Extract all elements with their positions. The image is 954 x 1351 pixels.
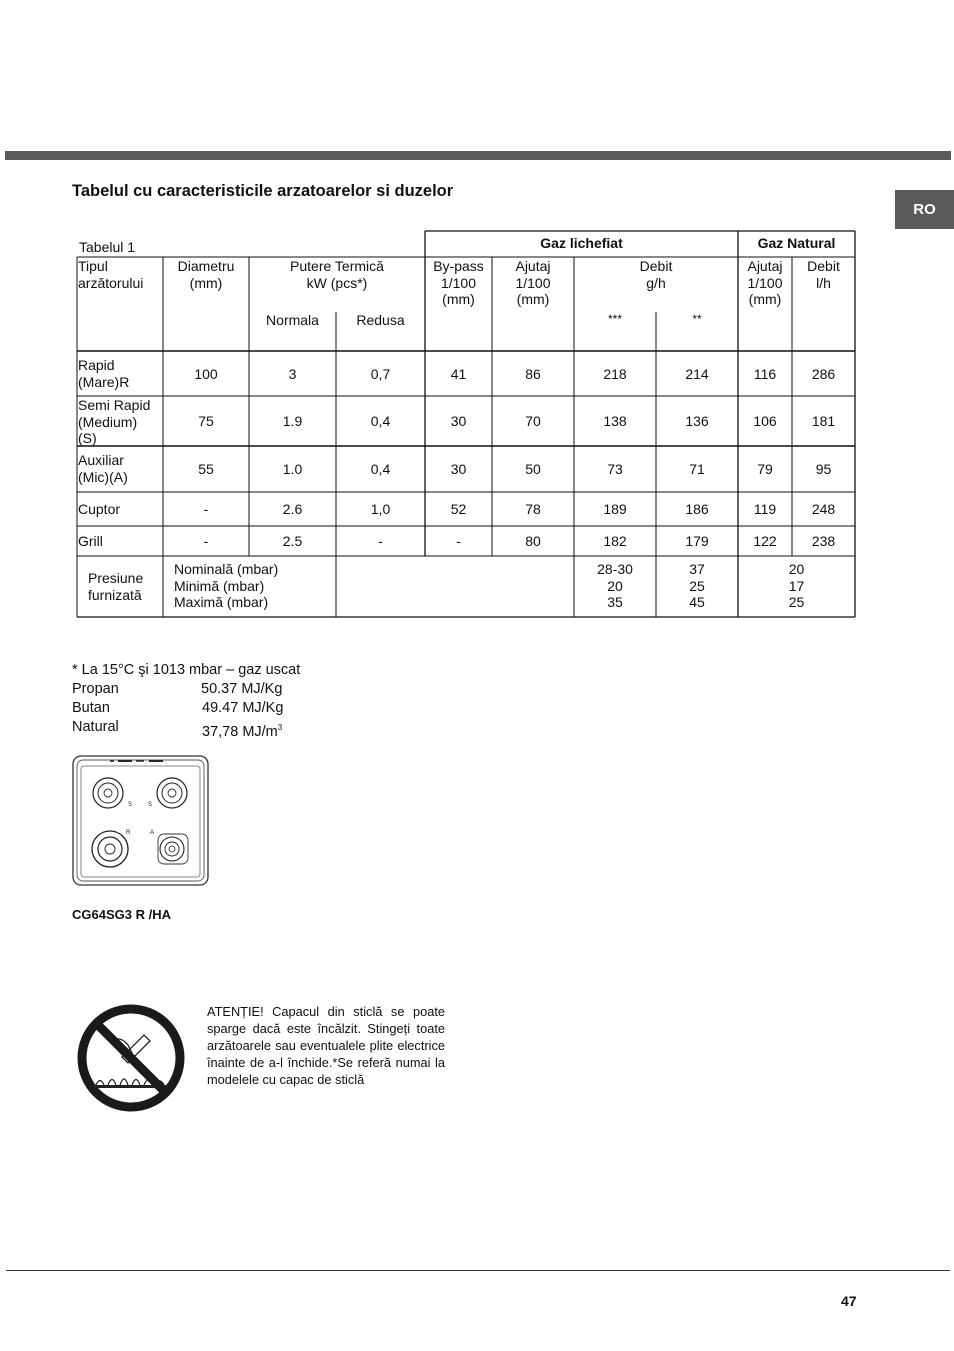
header-diameter: Diametru (mm): [177, 258, 235, 291]
table-cell: -: [378, 533, 383, 549]
table-cell: 30: [450, 461, 467, 477]
row-name-cuptor: Cuptor: [78, 501, 121, 517]
table-cell: 70: [525, 413, 541, 429]
gas-row-natural: Natural 37,78 $MJ/m^3$: [72, 719, 283, 740]
table-cell: 75: [198, 413, 214, 429]
table-cell: 79: [757, 461, 773, 477]
no-closing-lid-icon: [74, 1001, 190, 1117]
table-caption: Tabelul 1: [79, 239, 136, 255]
table-cell: 78: [525, 501, 541, 517]
header-injector-lpg: Ajutaj 1/100 (mm): [515, 258, 551, 307]
header-injector-ng: Ajutaj 1/100 (mm): [747, 258, 783, 307]
page-title: Tabelul cu caracteristicile arzatoarelor si duzelor: [72, 182, 454, 200]
pressure-label: Presiune furnizată: [88, 570, 144, 603]
group-header-lpg: Gaz lichefiat: [540, 235, 623, 251]
table-cell: 181: [811, 413, 836, 429]
table-cell: 189: [603, 501, 627, 517]
table-cell: 136: [685, 413, 709, 429]
table-cell: 1.0: [282, 461, 303, 477]
table-cell: 2.6: [282, 501, 303, 517]
pressure-values-natural: 20 17 25: [788, 561, 805, 610]
pressure-values-lpg-1: 28-30 20 35: [597, 561, 633, 610]
header-flow-lpg-sub1: ***: [607, 312, 622, 326]
page-number: 47: [841, 1293, 857, 1309]
cooktop-label-r: R: [126, 830, 131, 836]
header-reduced: Redusa: [356, 312, 405, 328]
gas-row-propan: Propan 50.37 MJ/Kg: [72, 681, 283, 697]
table-cell: 30: [450, 413, 467, 429]
gas-row-butan: Butan 49.47 MJ/Kg: [72, 700, 284, 716]
table-cell: 52: [450, 501, 467, 517]
footnote: * La 15°C şi 1013 mbar – gaz uscat: [72, 662, 301, 678]
table-cell: -: [203, 501, 209, 517]
table-cell: 182: [603, 533, 627, 549]
table-cell: 106: [753, 413, 777, 429]
table-cell: 41: [450, 366, 467, 382]
header-burner-type: Tipul arzătorului: [78, 258, 144, 291]
table-cell: 286: [811, 366, 836, 382]
table-cell: 95: [815, 461, 832, 477]
row-name-semi-rapid: Semi Rapid (Medium) (S): [78, 397, 151, 446]
table-cell: 122: [753, 533, 777, 549]
cooktop-label-a: A: [150, 830, 155, 836]
header-bypass: By-pass 1/100 (mm): [433, 258, 484, 307]
table-cell: 86: [525, 366, 541, 382]
table-cell: 100: [194, 366, 218, 382]
table-cell: 179: [685, 533, 709, 549]
header-normal: Normala: [266, 312, 319, 328]
table-cell: 214: [685, 366, 709, 382]
table-cell: 3: [288, 366, 297, 382]
cooktop-label-s2: S: [148, 802, 153, 808]
table-cell: 0,4: [370, 461, 391, 477]
table-cell: 138: [603, 413, 627, 429]
cooktop-label-s1: S: [128, 802, 133, 808]
table-cell: 80: [525, 533, 541, 549]
table-cell: 119: [753, 501, 777, 517]
table-cell: 116: [753, 366, 777, 382]
row-name-auxiliar: Auxiliar (Mic)(A): [78, 452, 128, 485]
warning-text: ATENȚIE! Capacul din sticlă se poate sparge dacă este încălzit. Stingeți toate arzătoarele sau eventualele plite electrice înainte de a-l închide.*Se referă numai la modelele cu capac de sticlă: [207, 1004, 445, 1087]
table-cell: 1,0: [370, 501, 391, 517]
language-tab: RO: [895, 190, 954, 229]
table-cell: 1.9: [282, 413, 303, 429]
footer-line: [6, 1270, 950, 1271]
model-code: CG64SG3 R /HA: [72, 907, 171, 922]
table-cell: 248: [811, 501, 836, 517]
group-header-natural: Gaz Natural: [757, 235, 836, 251]
table-cell: 238: [811, 533, 836, 549]
pressure-values-lpg-2: 37 25 45: [689, 561, 705, 610]
table-cell: 2.5: [282, 533, 303, 549]
cooktop-diagram: [72, 755, 210, 887]
table-cell: 218: [603, 366, 627, 382]
header-flow-lpg-sub2: **: [692, 312, 702, 326]
row-name-rapid: Rapid (Mare)R: [78, 357, 130, 390]
table-cell: -: [203, 533, 209, 549]
table-cell: 0,4: [370, 413, 391, 429]
row-name-grill: Grill: [78, 533, 103, 549]
header-thermal-power: Putere Termică kW (pcs*): [290, 258, 384, 291]
table-cell: 71: [689, 461, 705, 477]
table-cell: 73: [607, 461, 623, 477]
header-flow-ng: Debit l/h: [807, 258, 840, 291]
header-flow-lpg: Debit g/h: [639, 258, 673, 291]
table-cell: 0,7: [370, 366, 391, 382]
table-cell: 50: [525, 461, 541, 477]
gas-notes: [72, 661, 300, 742]
pressure-items: Nominală (mbar) Minimă (mbar) Maximă (mbar): [174, 561, 279, 610]
table-cell: 186: [685, 501, 709, 517]
table-cell: -: [456, 533, 461, 549]
table-cell: 55: [198, 461, 214, 477]
